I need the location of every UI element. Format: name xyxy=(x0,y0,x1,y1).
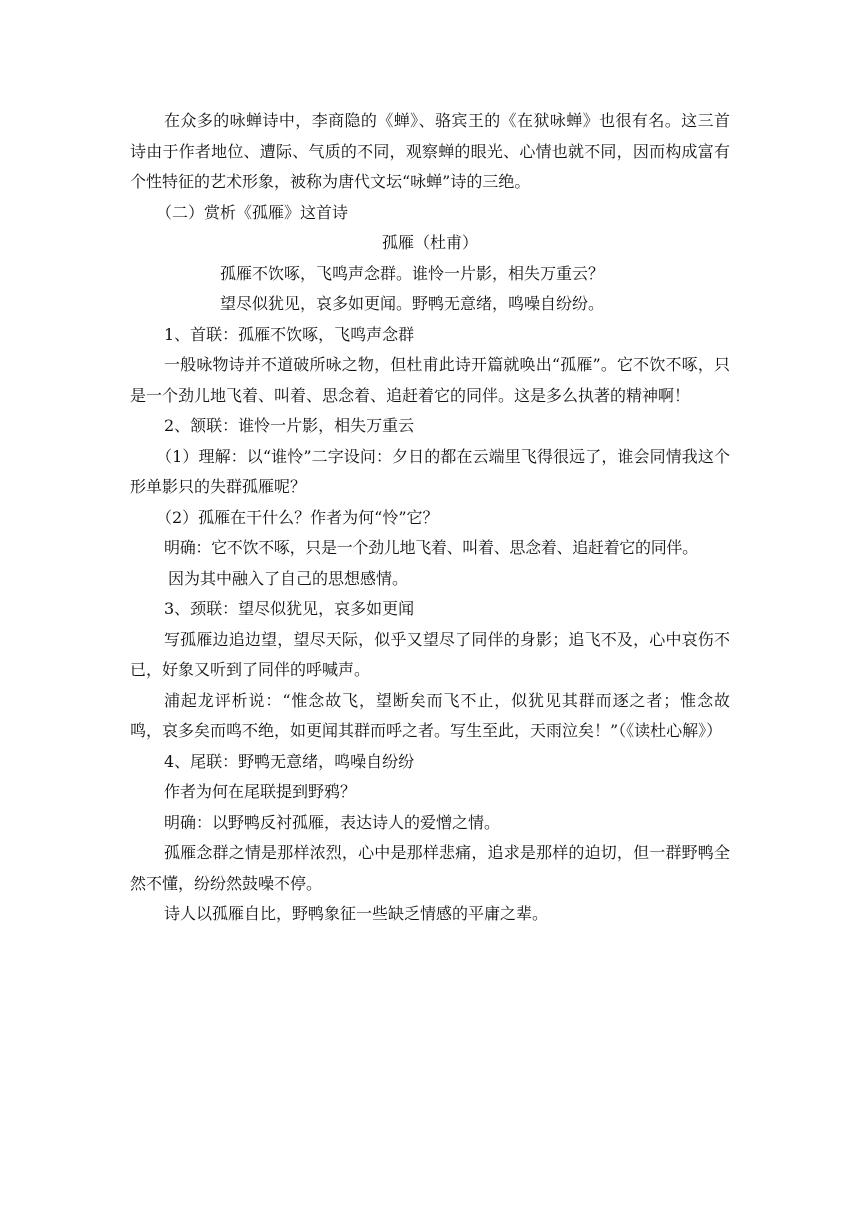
poem-line-1: 孤雁不饮啄，飞鸣声念群。谁怜一片影，相失万重云？ xyxy=(220,263,605,283)
heading-first-couplet: 1、首联：孤雁不饮啄，飞鸣声念群 xyxy=(164,324,415,344)
paragraph-fourth-couplet: 孤雁念群之情是那样浓烈，心中是那样悲痛，追求是那样的迫切，但一群野鸭全然不懂，纷纷然鼓噪不停。 xyxy=(130,843,730,893)
question-fourth-couplet: 作者为何在尾联提到野鸦？ xyxy=(164,782,357,801)
answer-second-couplet-1: 明确：它不饮不啄，只是一个劲儿地飞着、叫着、思念着、追赶着它的同伴。 xyxy=(164,538,698,557)
answer-second-couplet-2: 因为其中融入了自己的思想感情。 xyxy=(168,568,409,588)
document-body xyxy=(130,106,730,930)
answer-fourth-couplet: 明确：以野鸭反衬孤雁，表达诗人的爱憎之情。 xyxy=(164,812,501,832)
paragraph-cicada-poems: 在众多的咏蝉诗中，李商隐的《蝉》、骆宾王的《在狱咏蝉》也很有名。这三首诗由于作者地位、遭际、气质的不同，观察蝉的眼光、心情也就不同，因而构成富有个性特征的艺术形象，被称为唐代文坛“咏蝉”诗的三绝。 xyxy=(130,111,730,191)
heading-second-couplet: 2、颔联：谁怜一片影，相失万重云 xyxy=(164,416,415,435)
section-heading-gu-yan: （二）赏析《孤雁》这首诗 xyxy=(156,202,349,222)
paragraph-first-couplet: 一般咏物诗并不道破所咏之物，但杜甫此诗开篇就唤出“孤雁”。它不饮不啄，只是一个劲儿地飞着、叫着、思念着、追赶着它的同伴。这是多么执著的精神啊！ xyxy=(130,355,730,405)
question-understanding: （1）理解：以“谁怜”二字设问：夕日的都在云端里飞得很远了，谁会同情我这个形单影只的失群孤雁呢？ xyxy=(130,446,730,496)
paragraph-pu-qilong-commentary: 浦起龙评析说：“惟念故飞，望断矣而飞不止，似犹见其群而逐之者；惟念故鸣，哀多矣而鸣不绝，如更闻其群而呼之者。写生至此，天雨泣矣！”（《读杜心解》） xyxy=(130,690,730,740)
poem-line-2: 望尽似犹见，哀多如更闻。野鸭无意绪，鸣噪自纷纷。 xyxy=(220,294,605,313)
heading-third-couplet: 3、颈联：望尽似犹见，哀多如更闻 xyxy=(164,599,415,618)
poem-title: 孤雁（杜甫） xyxy=(381,233,478,252)
heading-fourth-couplet: 4、尾联：野鸭无意绪，鸣噪自纷纷 xyxy=(164,751,415,771)
paragraph-conclusion: 诗人以孤雁自比，野鸭象征一些缺乏情感的平庸之辈。 xyxy=(164,904,549,923)
paragraph-third-couplet: 写孤雁边追边望，望尽天际，似乎又望尽了同伴的身影；追飞不及，心中哀伤不已，好象又听到了同伴的呼喊声。 xyxy=(130,629,730,679)
question-what-is-goose-doing: （2）孤雁在干什么？作者为何“怜”它？ xyxy=(156,507,439,527)
